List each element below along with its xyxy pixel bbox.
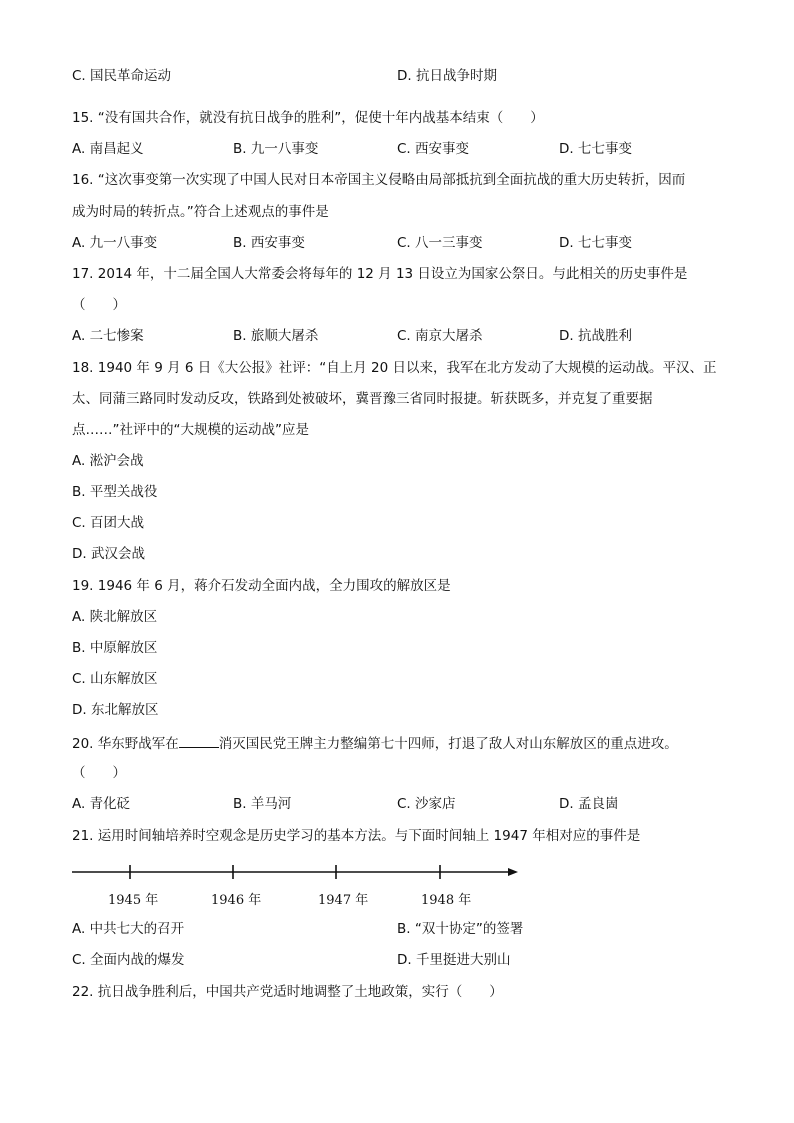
q18-option-b: B. 平型关战役 [72, 484, 158, 500]
q19-stem: 19. 1946 年 6 月，蒋介石发动全面内战，全力围攻的解放区是 [72, 578, 451, 594]
q20-stem-prefix: 20. 华东野战军在 [72, 736, 179, 752]
timeline-label: 1945 年 [108, 893, 159, 908]
q19-option-d: D. 东北解放区 [72, 702, 159, 718]
q16-option-d: D. 七七事变 [559, 235, 632, 251]
q20-option-c: C. 沙家店 [397, 796, 456, 812]
q20-stem-suffix: 消灭国民党王牌主力整编第七十四师，打退了敌人对山东解放区的重点进攻。 [218, 736, 678, 752]
q18-option-d: D. 武汉会战 [72, 546, 145, 562]
q21-option-d: D. 千里挺进大别山 [397, 952, 511, 968]
q16-option-a: A. 九一八事变 [72, 235, 158, 251]
q21-option-c: C. 全面内战的爆发 [72, 952, 185, 968]
q20-option-d: D. 孟良崮 [559, 796, 619, 812]
q17-option-b: B. 旅顺大屠杀 [233, 328, 319, 344]
q21-option-b: B. “双十协定”的签署 [397, 921, 524, 937]
answer-blank [179, 733, 219, 748]
q22-stem: 22. 抗日战争胜利后，中国共产党适时地调整了土地政策，实行（ ） [72, 984, 503, 1000]
q15-option-d: D. 七七事变 [559, 141, 632, 157]
timeline-label: 1948 年 [421, 893, 472, 908]
q18-option-c: C. 百团大战 [72, 515, 145, 531]
q18-option-a: A. 淞沪会战 [72, 453, 144, 469]
q17-option-d: D. 抗战胜利 [559, 328, 632, 344]
q14-option-c: C. 国民革命运动 [72, 68, 172, 84]
q18-stem-line2: 太、同蒲三路同时发动反攻，铁路到处被破坏，冀晋豫三省同时报捷。斩获既多，并克复了重要据 [72, 391, 653, 407]
timeline-label: 1947 年 [318, 893, 369, 908]
timeline-arrow-icon [508, 868, 518, 876]
q17-option-a: A. 二七惨案 [72, 328, 144, 344]
timeline-label: 1946 年 [211, 893, 262, 908]
q16-option-b: B. 西安事变 [233, 235, 305, 251]
q20-option-b: B. 羊马河 [233, 796, 292, 812]
q14-option-d: D. 抗日战争时期 [397, 68, 497, 84]
q18-stem-line3: 点……”社评中的“大规模的运动战”应是 [72, 422, 309, 438]
q15-stem: 15. “没有国共合作，就没有抗日战争的胜利”，促使十年内战基本结束（ ） [72, 110, 544, 126]
q18-stem-line1: 18. 1940 年 9 月 6 日《大公报》社评：“自上月 20 日以来，我军在北方发动了大规模的运动战。平汉、正 [72, 360, 717, 376]
q21-stem: 21. 运用时间轴培养时空观念是历史学习的基本方法。与下面时间轴上 1947 年相对应的事件是 [72, 828, 641, 844]
q19-option-c: C. 山东解放区 [72, 671, 158, 687]
q16-stem-line1: 16. “这次事变第一次实现了中国人民对日本帝国主义侵略由局部抵抗到全面抗战的重大历史转折，因而 [72, 172, 686, 188]
q16-stem-line2: 成为时局的转折点。”符合上述观点的事件是 [72, 204, 329, 220]
q15-option-c: C. 西安事变 [397, 141, 470, 157]
q15-option-b: B. 九一八事变 [233, 141, 319, 157]
q19-option-a: A. 陕北解放区 [72, 609, 158, 625]
q20-stem [72, 733, 678, 753]
q20-stem-line2: （ ） [72, 765, 126, 781]
q17-option-c: C. 南京大屠杀 [397, 328, 483, 344]
q19-option-b: B. 中原解放区 [72, 640, 158, 656]
q16-option-c: C. 八一三事变 [397, 235, 483, 251]
q21-option-a: A. 中共七大的召开 [72, 921, 185, 937]
q17-stem-line1: 17. 2014 年，十二届全国人大常委会将每年的 12 月 13 日设立为国家公祭日。与此相关的历史事件是 [72, 266, 688, 282]
q20-option-a: A. 青化砭 [72, 796, 131, 812]
q15-option-a: A. 南昌起义 [72, 141, 144, 157]
q17-stem-line2: （ ） [72, 297, 126, 313]
